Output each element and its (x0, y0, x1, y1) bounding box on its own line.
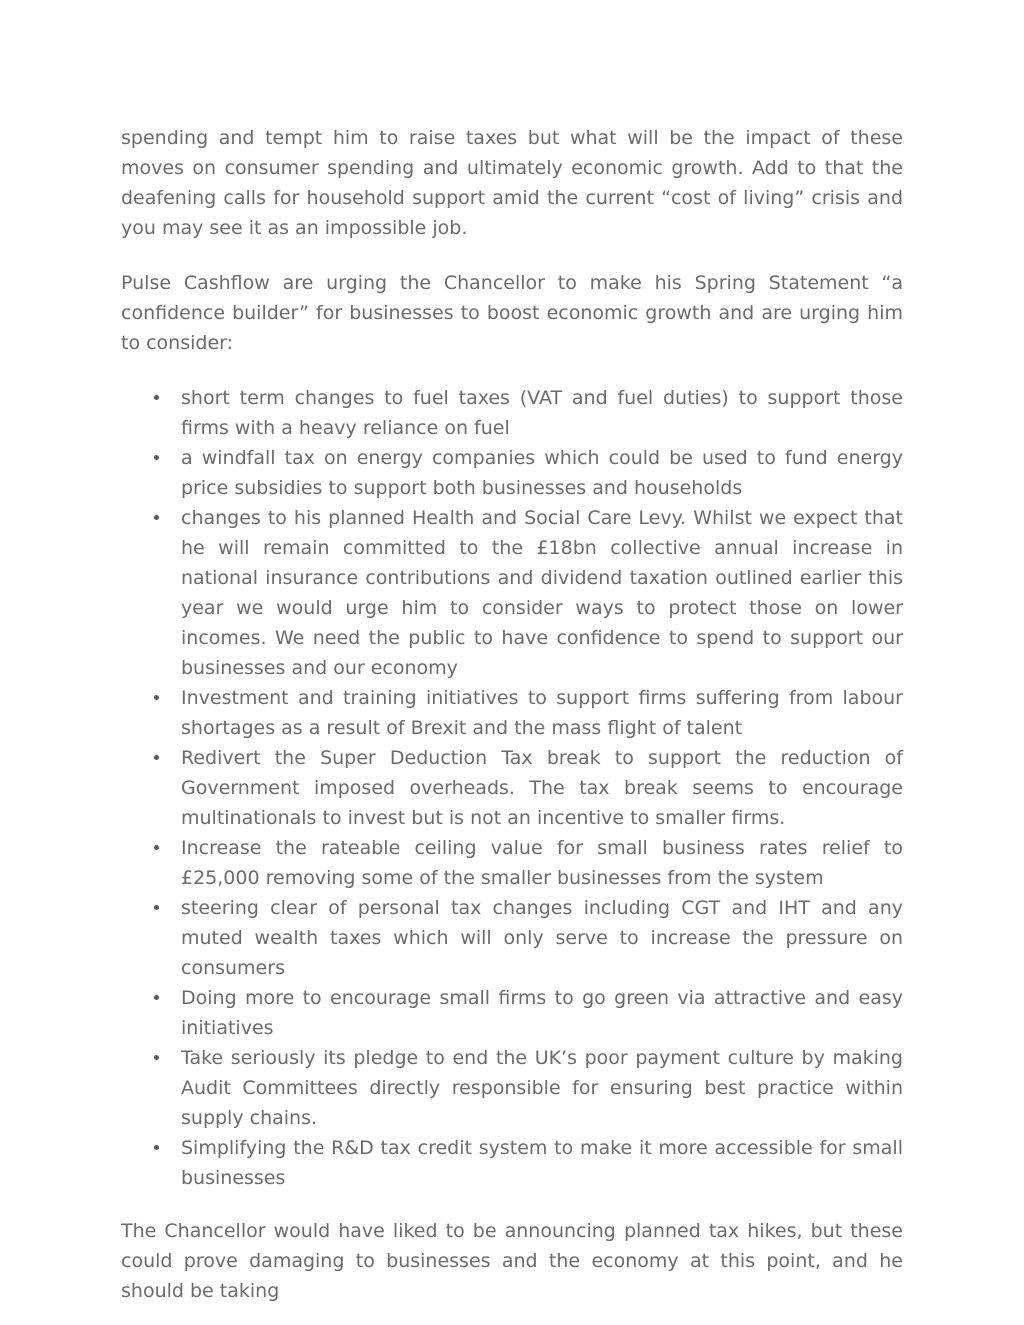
bullet-icon (154, 1055, 159, 1060)
list-item-text: steering clear of personal tax changes including CGT and IHT and any muted wealth taxes which will only serve to increase the pressure on consumers (181, 897, 903, 979)
list-item-text: Redivert the Super Deduction Tax break to support the reduction of Government imposed overheads. The tax break seems to encourage multinationals to invest but is not an incentive to smaller firms. (181, 747, 903, 829)
paragraph-conclusion: The Chancellor would have liked to be announcing planned tax hikes, but these could prove damaging to businesses and the economy at this point, and he should be taking (121, 1220, 903, 1302)
list-item (121, 983, 903, 1043)
list-item (121, 893, 903, 983)
bullet-icon (154, 845, 159, 850)
list-item-text: Increase the rateable ceiling value for small business rates relief to £25,000 removing some of the smaller businesses from the system (181, 837, 903, 889)
list-item-text: Take seriously its pledge to end the UK’s poor payment culture by making Audit Committees directly responsible for ensuring best practice within supply chains. (181, 1047, 903, 1129)
recommendations-list (121, 383, 903, 1193)
document-page (121, 123, 903, 1306)
bullet-icon (154, 455, 159, 460)
list-item (121, 743, 903, 833)
list-item-text: short term changes to fuel taxes (VAT and fuel duties) to support those firms with a heavy reliance on fuel (181, 387, 903, 439)
list-item-text: Simplifying the R&D tax credit system to make it more accessible for small businesses (181, 1137, 903, 1189)
bullet-icon (154, 905, 159, 910)
list-item-text: Doing more to encourage small firms to go green via attractive and easy initiatives (181, 987, 903, 1039)
list-item (121, 1043, 903, 1133)
bullet-icon (154, 755, 159, 760)
list-item-text: a windfall tax on energy companies which could be used to fund energy price subsidies to support both businesses and households (181, 447, 903, 499)
bullet-icon (154, 1145, 159, 1150)
list-item-text: changes to his planned Health and Social Care Levy. Whilst we expect that he will remain committed to the £18bn collective annual increase in national insurance contributions and dividend taxation outlined earlier this year we would urge him to consider ways to protect those on lower incomes. We need the public to have confidence to spend to support our businesses and our economy (181, 507, 903, 679)
list-item (121, 1133, 903, 1193)
list-item (121, 683, 903, 743)
list-item (121, 833, 903, 893)
bullet-icon (154, 515, 159, 520)
bullet-icon (154, 995, 159, 1000)
list-item (121, 503, 903, 683)
paragraph-intro: spending and tempt him to raise taxes but what will be the impact of these moves on consumer spending and ultimately economic growth. Add to that the deafening calls for household support amid the current “cost of living” crisis and you may see it as an impossible job. (121, 127, 903, 239)
bullet-icon (154, 395, 159, 400)
bullet-icon (154, 695, 159, 700)
list-item (121, 443, 903, 503)
list-item (121, 383, 903, 443)
list-item-text: Investment and training initiatives to support firms suffering from labour shortages as a result of Brexit and the mass flight of talent (181, 687, 903, 739)
paragraph-pulse-cashflow: Pulse Cashflow are urging the Chancellor to make his Spring Statement “a confidence builder” for businesses to boost economic growth and are urging him to consider: (121, 272, 903, 354)
